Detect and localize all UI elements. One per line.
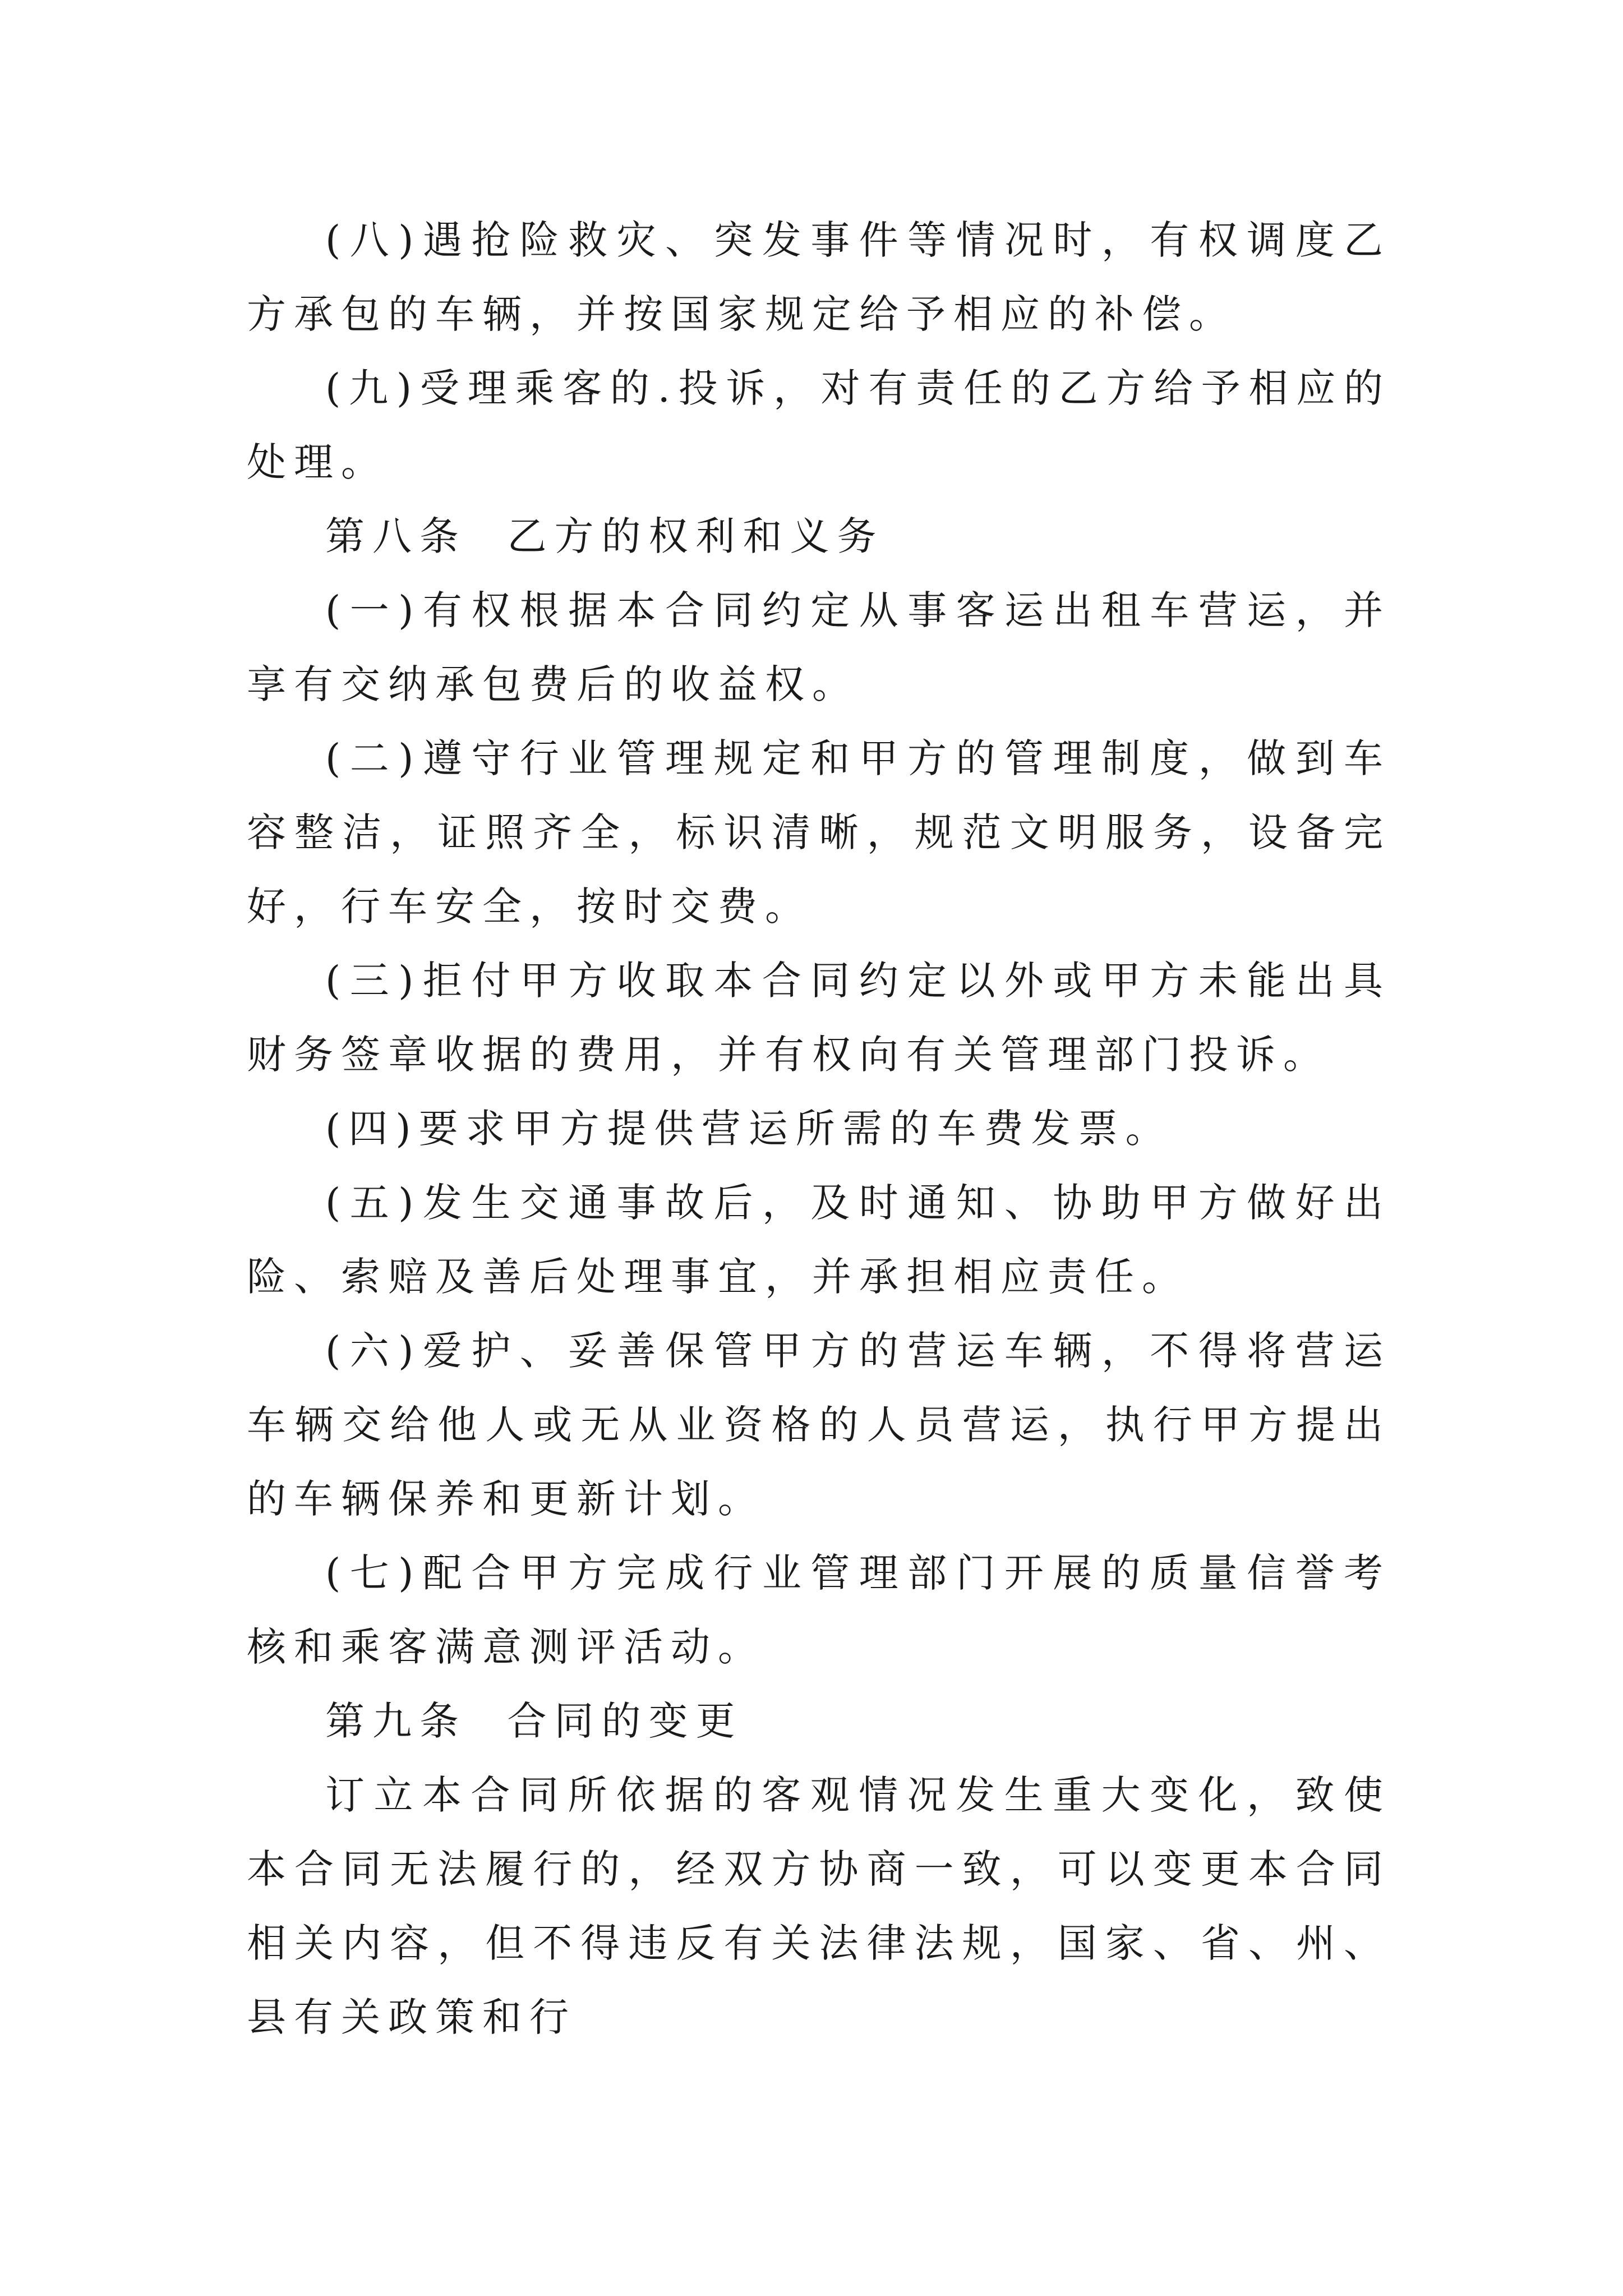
clause-item-8: (八)遇抢险救灾、突发事件等情况时，有权调度乙方承包的车辆，并按国家规定给予相应的补偿。 [247,217,1391,337]
clause-item-4: (四)要求甲方提供营运所需的车费发票。 [325,1106,1173,1152]
clause-item-3: (三)拒付甲方收取本合同约定以外或甲方未能出具财务签章收据的费用，并有权向有关管理部门投诉。 [247,958,1391,1078]
article-8-heading: 第八条 乙方的权利和义务 [325,513,884,559]
clause-item-6: (六)爱护、妥善保管甲方的营运车辆，不得将营运车辆交给他人或无从业资格的人员营运，执行甲方提出的车辆保养和更新计划。 [247,1328,1391,1522]
clause-item-1: (一)有权根据本合同约定从事客运出租车营运，并享有交纳承包费后的收益权。 [247,587,1391,707]
clause-item-7: (七)配合甲方完成行业管理部门开展的质量信誉考核和乘客满意测评活动。 [247,1550,1391,1670]
article-9-heading: 第九条 合同的变更 [325,1698,743,1744]
article-9-body: 订立本合同所依据的客观情况发生重大变化，致使本合同无法履行的，经双方协商一致，可以变更本合同相关内容，但不得违反有关法律法规，国家、省、州、县有关政策和行 [247,1772,1391,2040]
contract-body [247,203,1391,2054]
clause-item-5: (五)发生交通事故后，及时通知、协助甲方做好出险、索赔及善后处理事宜，并承担相应责任。 [247,1180,1391,1300]
clause-item-2: (二)遵守行业管理规定和甲方的管理制度，做到车容整洁，证照齐全，标识清晰，规范文明服务，设备完好，行车安全，按时交费。 [247,735,1391,930]
clause-item-9: (九)受理乘客的.投诉，对有责任的乙方给予相应的处理。 [247,365,1391,485]
